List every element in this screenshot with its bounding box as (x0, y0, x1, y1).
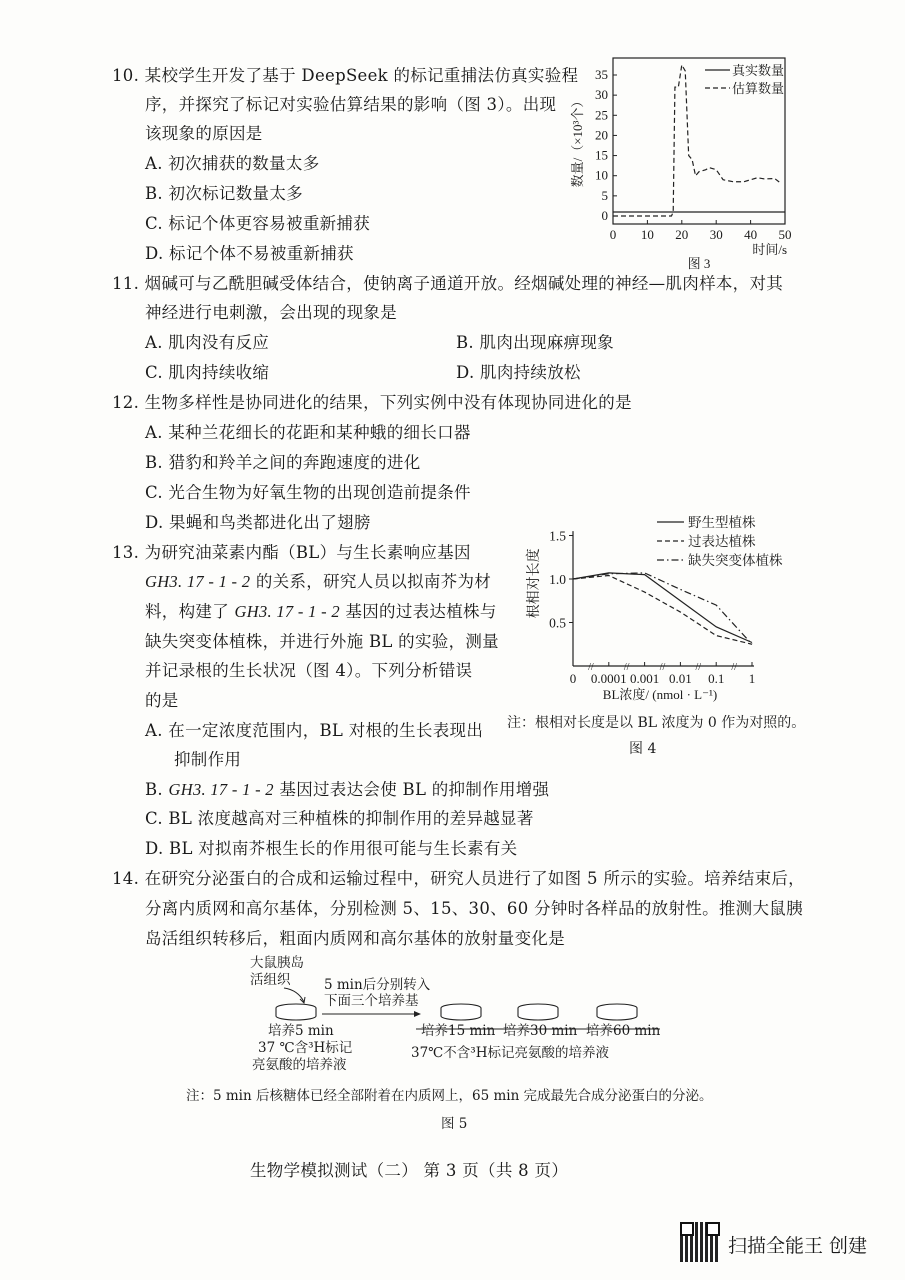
x-tick-label: 0 (569, 671, 577, 686)
dish-4-label: 培养60 min (586, 1023, 661, 1039)
culture-dish-icon (276, 1004, 316, 1020)
y-axis-label: 数量/（×10³个） (570, 94, 585, 188)
x-tick-label: 20 (675, 227, 689, 242)
q11-stem-line-1: 11. 烟碱可与乙酰胆碱受体结合，使钠离子通道开放。经烟碱处理的神经—肌肉样本，对其 (112, 274, 784, 293)
q13-stem-line-3 (145, 602, 497, 622)
q13-stem-line-1: 13. 为研究油菜素内酯（BL）与生长素响应基因 (112, 543, 471, 562)
q12-stem: 12. 生物多样性是协同进化的结果，下列实例中没有体现协同进化的是 (112, 393, 632, 412)
x-tick-label: 0.001 (629, 671, 660, 686)
figure-4-note: 注：根相对长度是以 BL 浓度为 0 作为对照的。 (507, 715, 806, 731)
legend-label: 估算数量 (732, 81, 785, 96)
x-tick-label: 40 (744, 227, 758, 242)
q12-option-d: D. 果蝇和鸟类都进化出了翅膀 (145, 513, 371, 532)
page-footer: 生物学模拟测试（二） 第 3 页（共 8 页） (250, 1161, 569, 1180)
figure-5-caption: 图 5 (441, 1116, 468, 1132)
x-axis-label: 时间/s (752, 242, 787, 257)
series-line (573, 573, 752, 643)
gene-name: GH3. 17 - 1 - 2 (168, 780, 274, 799)
culture-dish-icon (518, 1004, 558, 1020)
q13-option-b (145, 780, 549, 800)
option-text: 基因过表达会使 BL 的抑制作用增强 (273, 780, 550, 799)
dish-2-label: 培养15 min (421, 1023, 496, 1039)
gene-name: GH3. 17 - 1 - 2 (145, 572, 251, 591)
x-tick-label: 1 (748, 671, 756, 686)
q13-stem-text: 基因的过表达植株与 (339, 602, 497, 621)
figure-5-drawing (180, 950, 740, 1030)
x-tick-label: 0.0001 (590, 671, 627, 686)
x-tick-label: 30 (709, 227, 723, 242)
x-tick-label: 0 (609, 227, 617, 242)
series-line (573, 576, 752, 645)
figure-4-caption: 图 4 (629, 741, 657, 757)
q11-option-a: A. 肌肉没有反应 (145, 333, 270, 352)
series-line (573, 573, 752, 644)
q13-stem-line-2 (145, 572, 491, 592)
medium-1-label-2: 亮氨酸的培养液 (252, 1057, 347, 1073)
axis-break-mark: // (588, 662, 594, 673)
q13-stem-line-6: 的是 (145, 691, 179, 710)
y-tick-label: 25 (595, 107, 608, 123)
legend-label: 真实数量 (732, 63, 785, 78)
q10-stem-line-3: 该现象的原因是 (145, 124, 263, 143)
medium-1-label-1: 37 ℃含³H标记 (258, 1040, 353, 1056)
q14-stem-line-1: 14. 在研究分泌蛋白的合成和运输过程中，研究人员进行了如图 5 所示的实验。培养结束后， (112, 869, 805, 888)
q13-stem-text: 的关系，研究人员以拟南芥为材 (250, 572, 492, 591)
figure-3-chart (560, 50, 800, 275)
q13-option-a-cont: 抑制作用 (174, 750, 242, 769)
y-tick-label: 15 (595, 147, 608, 163)
q13-stem-line-5: 并记录根的生长状况（图 4）。下列分析错误 (145, 661, 473, 680)
q10-stem-line-1: 10. 某校学生开发了基于 DeepSeek 的标记重捕法仿真实验程 (112, 66, 579, 85)
y-tick-label: 0.5 (549, 615, 566, 631)
axis-break-mark: // (731, 662, 737, 673)
legend-label: 野生型植株 (688, 515, 756, 530)
y-axis-label: 根相对长度 (527, 548, 542, 619)
q13-option-a: A. 在一定浓度范围内，BL 对根的生长表现出 (145, 721, 484, 740)
q11-option-d: D. 肌肉持续放松 (456, 363, 581, 382)
scanner-watermark: 扫描全能王 创建 (728, 1235, 868, 1257)
q14-stem-line-3: 岛活组织转移后，粗面内质网和高尔基体的放射量变化是 (145, 929, 565, 948)
y-tick-label: 0 (601, 208, 608, 223)
y-tick-label: 30 (595, 87, 608, 103)
q11-option-b: B. 肌肉出现麻痹现象 (456, 333, 614, 352)
y-tick-label: 35 (595, 67, 608, 82)
x-tick-label: 50 (778, 227, 792, 242)
option-label: B. (145, 780, 169, 799)
transfer-label-2: 下面三个培养基 (324, 993, 419, 1009)
axis-break-mark: // (695, 662, 702, 673)
y-tick-label: 10 (595, 167, 608, 183)
q13-option-c: C. BL 浓度越高对三种植株的抑制作用的差异越显著 (145, 809, 534, 828)
chart-title: 图 3 (687, 256, 711, 271)
culture-dish-icon (597, 1004, 637, 1020)
y-tick-label: 20 (595, 127, 608, 143)
q13-option-d: D. BL 对拟南芥根生长的作用很可能与生长素有关 (145, 839, 518, 858)
q13-stem-text: 料，构建了 (145, 602, 235, 621)
culture-dish-icon (441, 1004, 481, 1020)
axis-break-mark: // (623, 662, 630, 673)
q10-option-a: A. 初次捕获的数量太多 (145, 154, 320, 173)
figure-5-note: 注：5 min 后核糖体已经全部附着在内质网上，65 min 完成最先合成分泌蛋白的分泌。 (186, 1088, 713, 1104)
transfer-arrow-head (414, 1011, 421, 1017)
q12-option-b: B. 猎豹和羚羊之间的奔跑速度的进化 (145, 453, 421, 472)
qr-code-icon (680, 1222, 720, 1262)
medium-2-label: 37℃不含³H标记亮氨酸的培养液 (411, 1045, 609, 1061)
dish-1-label: 培养5 min (268, 1023, 334, 1039)
gene-name: GH3. 17 - 1 - 2 (234, 602, 340, 621)
legend-label: 过表达植株 (688, 534, 756, 549)
x-tick-label: 0.01 (669, 671, 692, 686)
q10-option-b: B. 初次标记数量太多 (145, 184, 303, 203)
tissue-label-1: 大鼠胰岛 (250, 955, 304, 971)
y-tick-label: 1.0 (549, 572, 566, 587)
q10-option-c: C. 标记个体更容易被重新捕获 (145, 214, 371, 233)
q10-option-d: D. 标记个体不易被重新捕获 (145, 244, 354, 263)
dish-3-label: 培养30 min (503, 1023, 578, 1039)
axis-break-mark: // (659, 662, 666, 673)
legend-label: 缺失突变体植株 (688, 553, 783, 568)
q13-stem-line-4: 缺失突变体植株，并进行外施 BL 的实验，测量 (145, 632, 499, 651)
x-axis-label: BL浓度/ (nmol · L⁻¹) (602, 687, 718, 702)
q12-option-c: C. 光合生物为好氧生物的出现创造前提条件 (145, 483, 471, 502)
figure-4-chart (500, 505, 810, 705)
x-tick-label: 10 (640, 227, 654, 242)
y-tick-label: 1.5 (549, 528, 566, 544)
q10-stem-line-2: 序，并探究了标记对实验估算结果的影响（图 3）。出现 (145, 95, 557, 114)
q14-stem-line-2: 分离内质网和高尔基体，分别检测 5、15、30、60 分钟时各样品的放射性。推测大鼠胰 (145, 899, 803, 918)
x-tick-label: 0.1 (708, 671, 725, 686)
q11-stem-line-2: 神经进行电刺激，会出现的现象是 (145, 303, 397, 322)
q12-option-a: A. 某种兰花细长的花距和某种蛾的细长口器 (145, 423, 471, 442)
tissue-label-2: 活组织 (250, 972, 291, 988)
q11-option-c: C. 肌肉持续收缩 (145, 363, 270, 382)
y-tick-label: 5 (601, 187, 608, 203)
transfer-label-1: 5 min后分别转入 (324, 977, 431, 993)
